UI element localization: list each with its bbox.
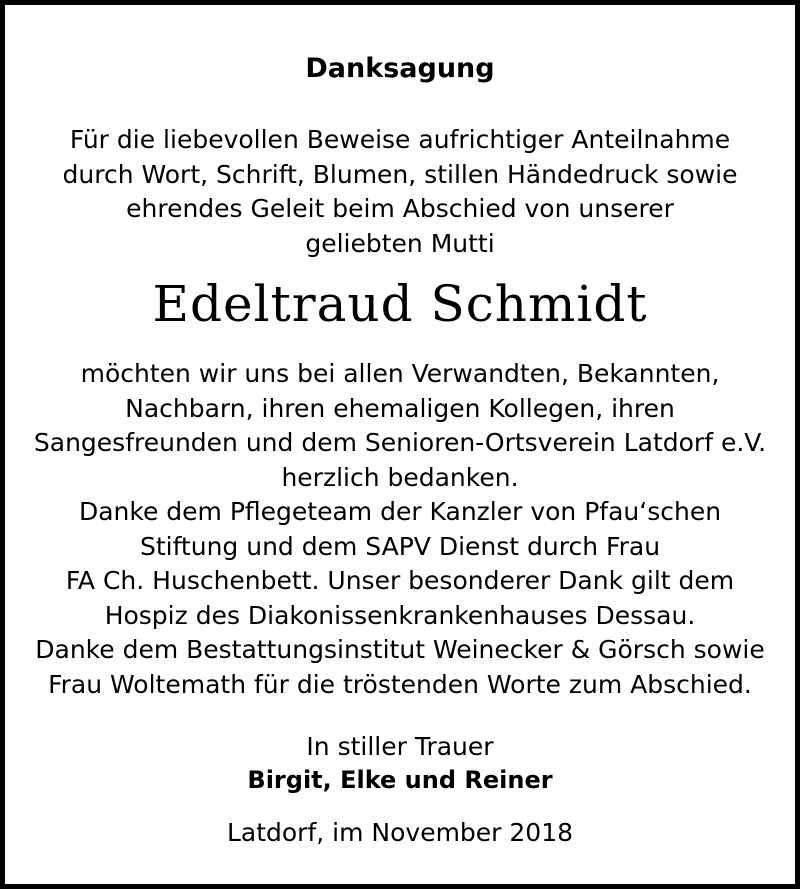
thanks-line: Danke dem Bestattungsinstitut Weinecker & Görsch sowie: [35, 635, 765, 664]
thanks-line: Danke dem Pflegeteam der Kanzler von Pfau‘schen: [78, 497, 722, 526]
thanks-line: Stiftung und dem SAPV Dienst durch Frau: [139, 531, 661, 561]
thanks-paragraph: [5, 357, 795, 702]
intro-line: durch Wort, Schrift, Blumen, stillen Händedruck sowie: [62, 159, 738, 189]
intro-paragraph: [5, 123, 795, 261]
thanks-line: herzlich bedanken.: [281, 462, 519, 492]
thanks-line: Frau Woltemath für die tröstenden Worte zum Abschied.: [48, 669, 752, 699]
thanks-line: Hospiz des Diakonissenkrankenhauses Dessau.: [104, 600, 696, 630]
intro-line: geliebten Mutti: [305, 228, 495, 258]
thanks-line: Nachbarn, ihren ehemaligen Kollegen, ihren: [125, 393, 675, 423]
signers: Birgit, Elke und Reiner: [247, 766, 553, 794]
thanks-line: FA Ch. Huschenbett. Unser besonderer Dank gilt dem: [65, 566, 735, 595]
mourning-phrase: In stiller Trauer: [306, 732, 494, 761]
place-date: Latdorf, im November 2018: [226, 818, 574, 847]
intro-line: ehrendes Geleit beim Abschied von unserer: [126, 194, 674, 223]
thanks-line: möchten wir uns bei allen Verwandten, Bekannten,: [80, 359, 720, 388]
thanks-line: Sangesfreunden und dem Senioren-Ortsverein Latdorf e.V.: [33, 428, 767, 457]
deceased-name: Edeltraud Schmidt: [152, 275, 648, 333]
notice-heading: Danksagung: [305, 53, 495, 84]
intro-line: Für die liebevollen Beweise aufrichtiger Anteilnahme: [69, 125, 731, 154]
